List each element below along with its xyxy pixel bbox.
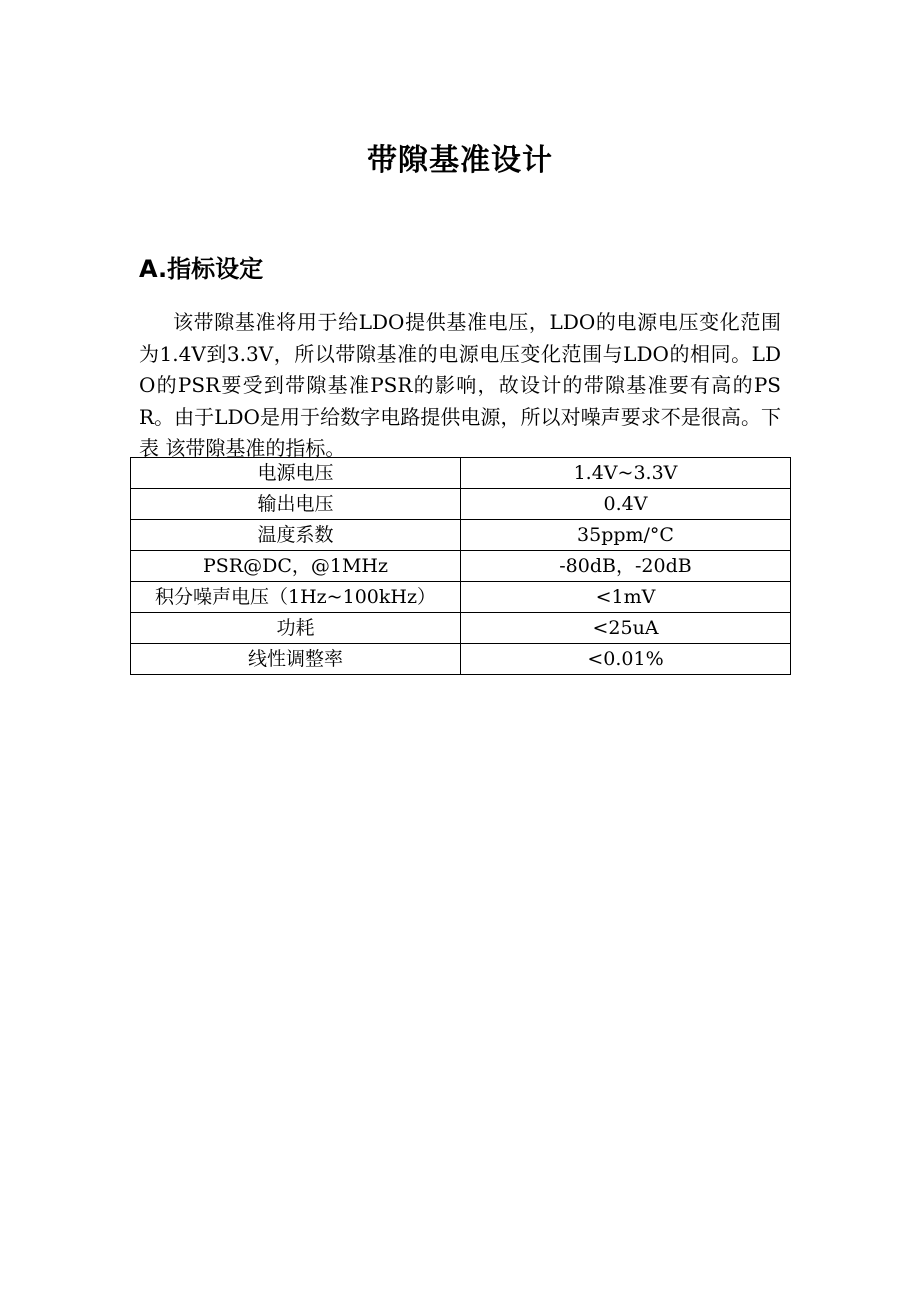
spec-table xyxy=(130,457,791,675)
spec-param: 功耗 xyxy=(131,613,461,644)
table-row xyxy=(131,489,791,520)
table-row xyxy=(131,551,791,582)
spec-param: PSR@DC，@1MHz xyxy=(131,551,461,582)
spec-param: 温度系数 xyxy=(131,520,461,551)
section-paragraph: 该带隙基准将用于给LDO提供基准电压，LDO的电源电压变化范围为1.4V到3.3V，所以带隙基准的电源电压变化范围与LDO的相同。LDO的PSR要受到带隙基准PSR的影响，故设计的带隙基准要有高的PSR。由于LDO是用于给数字电路提供电源，所以对噪声要求不是很高。下表 该带隙基准的指标。 xyxy=(139,310,781,460)
table-row xyxy=(131,613,791,644)
spec-value: <25uA xyxy=(461,613,791,644)
spec-value: 0.4V xyxy=(461,489,791,520)
spec-param: 线性调整率 xyxy=(131,644,461,675)
spec-param: 输出电压 xyxy=(131,489,461,520)
spec-value: 1.4V~3.3V xyxy=(461,458,791,489)
table-row xyxy=(131,644,791,675)
spec-value: <0.01% xyxy=(461,644,791,675)
table-row xyxy=(131,582,791,613)
section-heading: A.指标设定 xyxy=(139,255,264,283)
spec-value: 35ppm/°C xyxy=(461,520,791,551)
spec-param: 积分噪声电压（1Hz~100kHz） xyxy=(131,582,461,613)
table-row xyxy=(131,458,791,489)
spec-param: 电源电压 xyxy=(131,458,461,489)
table-row xyxy=(131,520,791,551)
spec-value: -80dB，-20dB xyxy=(461,551,791,582)
document-title: 带隙基准设计 xyxy=(367,143,553,178)
spec-value: <1mV xyxy=(461,582,791,613)
